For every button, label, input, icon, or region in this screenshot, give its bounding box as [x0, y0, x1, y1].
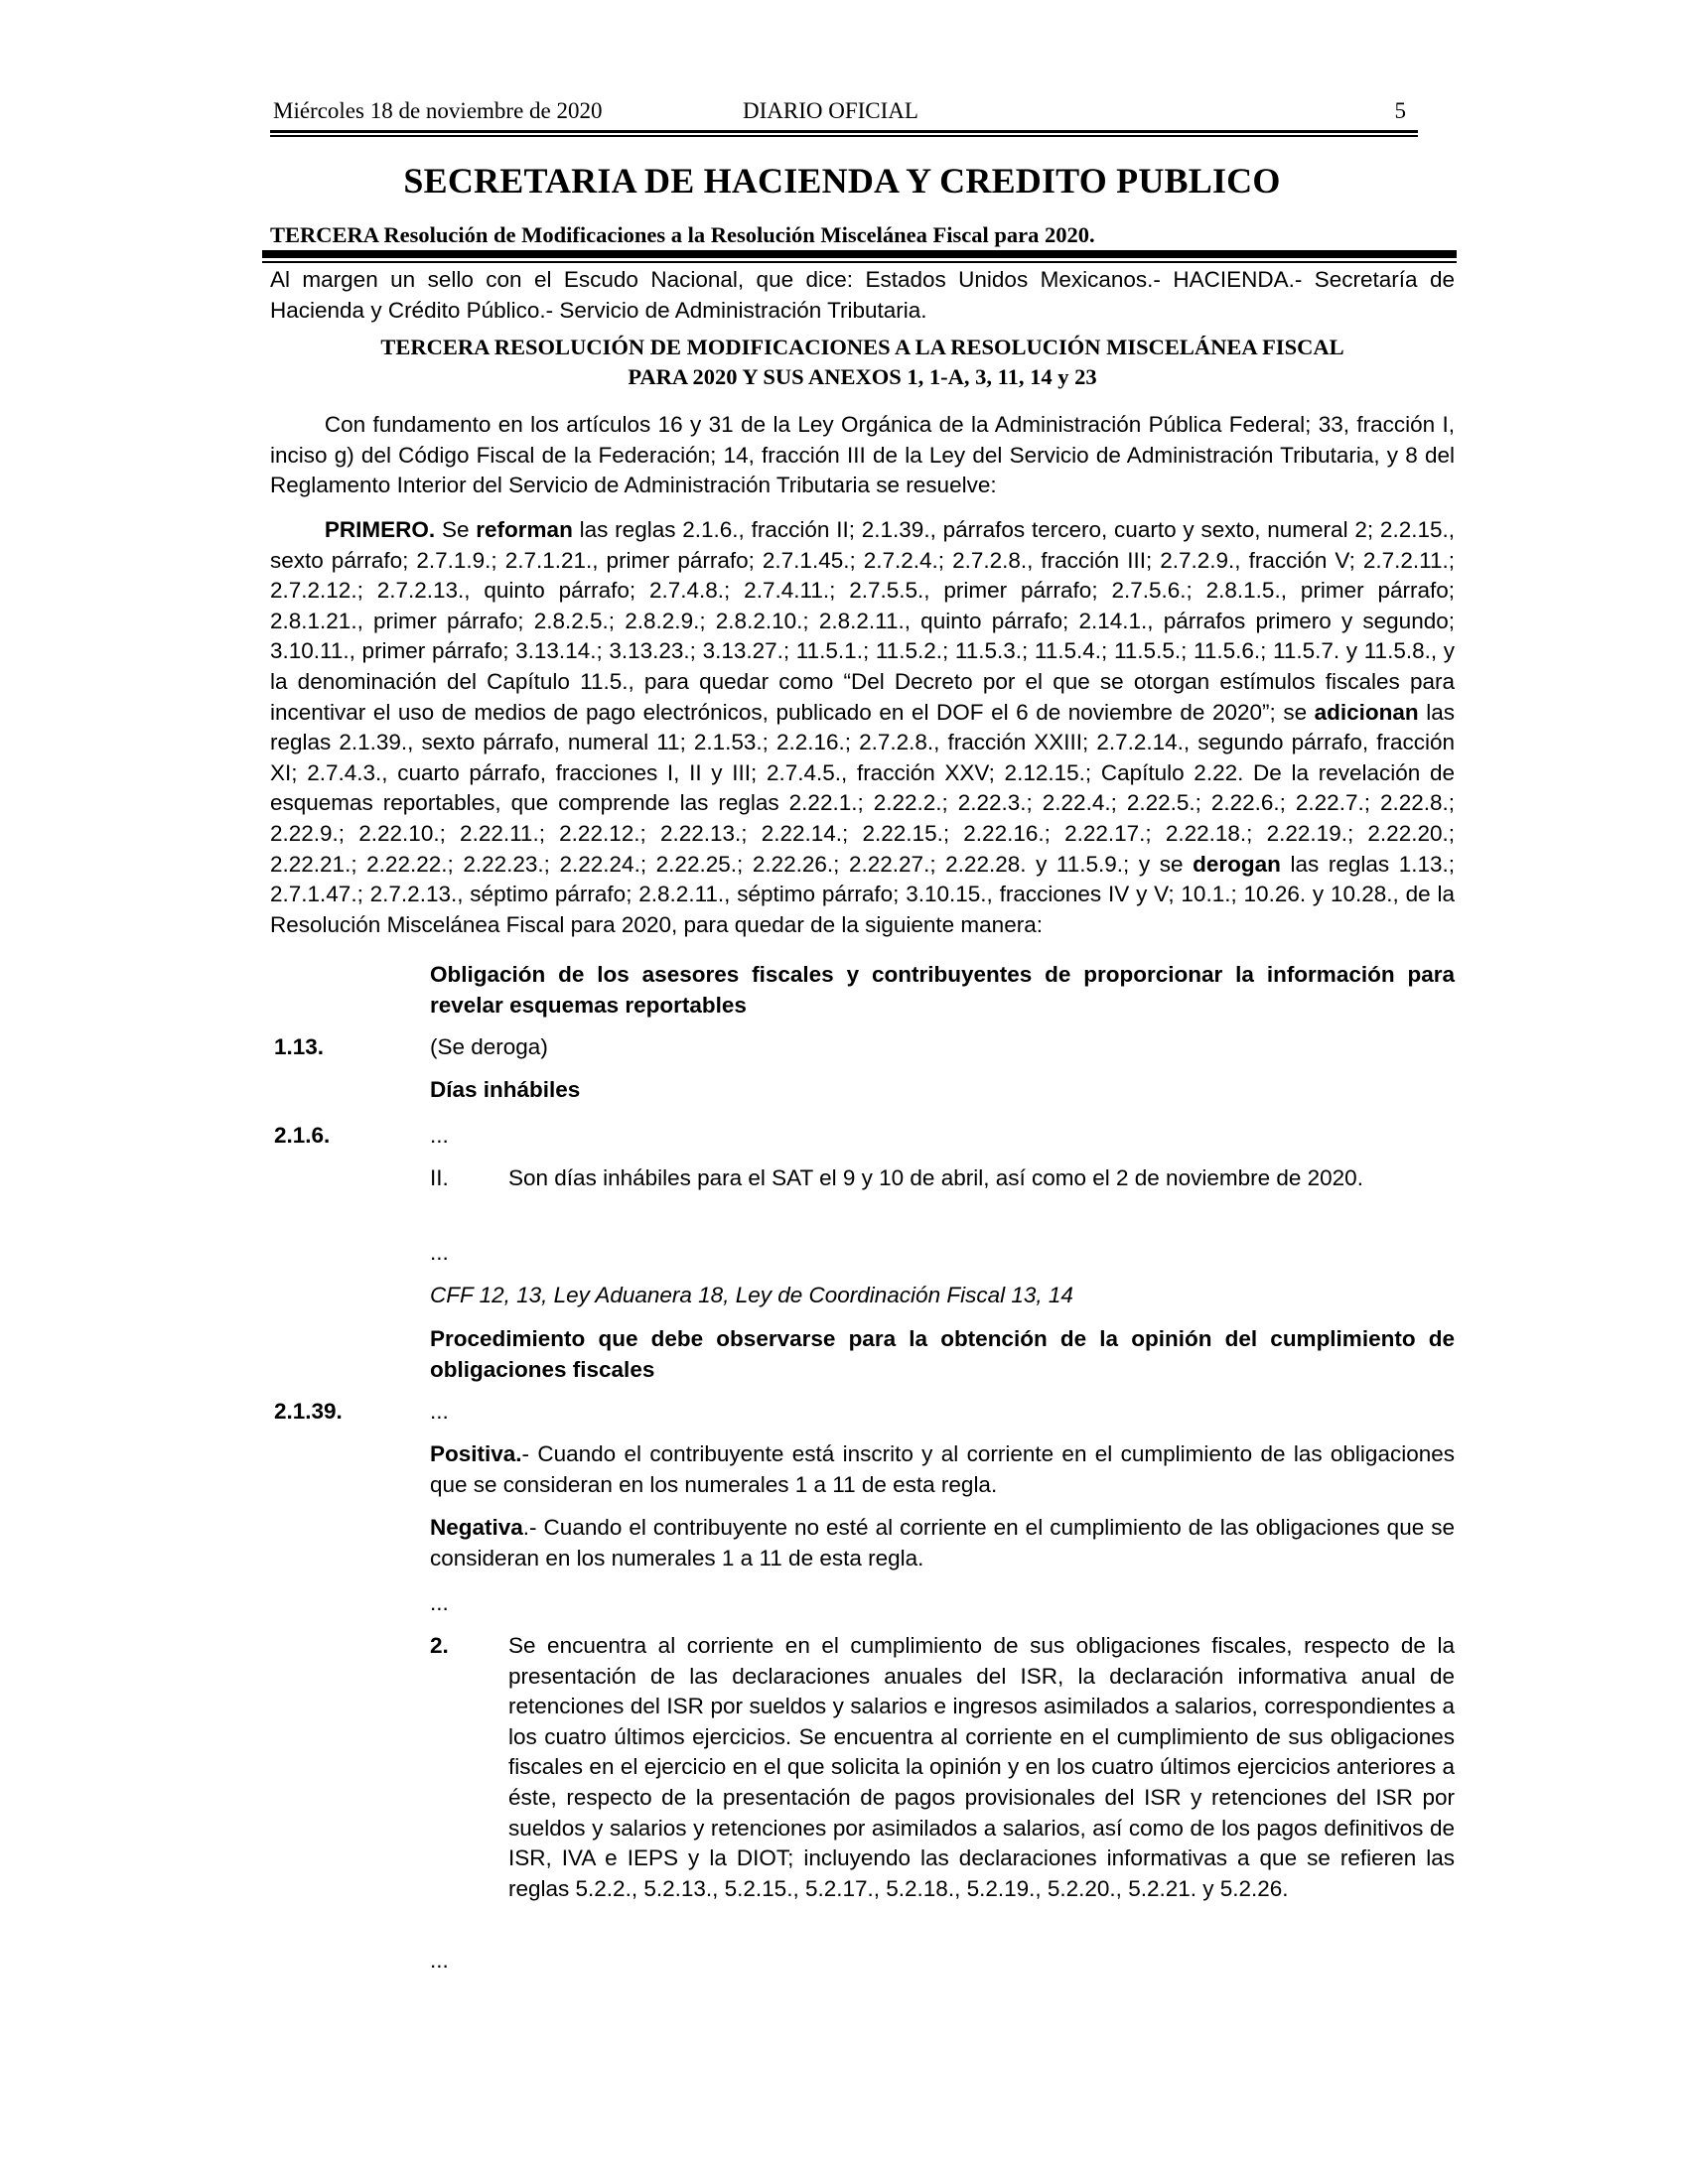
rule-2-1-6-ellipsis: ...: [430, 1123, 449, 1148]
resolution-title-line1: TERCERA RESOLUCIÓN DE MODIFICACIONES A LA RESOLUCIÓN MISCELÁNEA FISCAL: [380, 335, 1344, 359]
page-number: 5: [1394, 98, 1406, 123]
header-rule-thick: [270, 130, 1418, 133]
header-rule-thin: [270, 135, 1418, 137]
numeral-2-marker: 2.: [430, 1633, 449, 1658]
section-rule-thick: [262, 250, 1457, 258]
rule-1-13-number: 1.13.: [274, 1034, 325, 1059]
primero-text-1: Se: [435, 517, 477, 542]
fraction-ii-marker: II.: [430, 1165, 449, 1190]
rule-2-1-39-number: 2.1.39.: [274, 1399, 343, 1424]
rule-2-1-39-heading: Procedimiento que debe observarse para la obtención de la opinión del cumplimiento de obligaciones fiscales: [430, 1326, 1455, 1382]
rule-2-1-6-ellipsis-2: ...: [430, 1240, 449, 1265]
positiva-text: - Cuando el contribuyente está inscrito y al corriente en el cumplimiento de las obligaciones que se consideran en los numerales 1 a 11 de esta regla.: [430, 1441, 1455, 1497]
primero-label: PRIMERO.: [324, 517, 436, 542]
rule-1-13-text: (Se deroga): [430, 1034, 548, 1059]
rule-1-13-heading: Obligación de los asesores fiscales y contribuyentes de proporcionar la información para revelar esquemas reportables: [430, 962, 1455, 1018]
negativa-paragraph: [430, 1513, 1455, 1573]
rule-2-1-6-number: 2.1.6.: [274, 1123, 331, 1148]
department-title: SECRETARIA DE HACIENDA Y CREDITO PUBLICO: [403, 161, 1281, 201]
running-header: [270, 97, 1418, 129]
rule-2-1-6-heading: Días inhábiles: [430, 1077, 581, 1102]
positiva-label: Positiva.: [430, 1441, 522, 1466]
seal-note: Al margen un sello con el Escudo Nacional, que dice: Estados Unidos Mexicanos.- HACIENDA.- Secretaría de Hacienda y Crédito Público.- Servicio de Administración Tributaria.: [270, 267, 1455, 323]
primero-text-4: las reglas 1.13.; 2.7.1.47.; 2.7.2.13., séptimo párrafo; 2.8.2.11., séptimo párrafo; 3.10.15., fracciones IV y V; 10.1.; 10.26. y 10.28., de la Resolución Miscelánea Fiscal para 2020, para quedar de la siguiente manera:: [270, 851, 1455, 937]
section-rule-thin: [262, 261, 1457, 263]
numeral-2-text: Se encuentra al corriente en el cumplimiento de sus obligaciones fiscales, respecto de la presentación de las declaraciones anuales del ISR, la declaración informativa anual de retenciones del ISR por sueldos y salarios e ingresos asimilados a salarios, correspondientes a los cuatro últimos ejercicios. Se encuentra al corriente en el cumplimiento de sus obligaciones fiscales en el ejercicio en el que solicita la opinión y en los cuatro últimos ejercicios anteriores a éste, respecto de la presentación de pagos provisionales del ISR y retenciones del ISR por sueldos y salarios y retenciones por asimilados a salarios, así como de los pagos definitivos de ISR, IVA e IEPS y la DIOT; incluyendo las declaraciones informativas a que se refieren las reglas 5.2.2., 5.2.13., 5.2.15., 5.2.17., 5.2.18., 5.2.19., 5.2.20., 5.2.21. y 5.2.26.: [508, 1633, 1455, 1901]
issue-date: Miércoles 18 de noviembre de 2020: [273, 98, 603, 123]
positiva-paragraph: [430, 1439, 1455, 1500]
primero-paragraph: [270, 515, 1455, 940]
negativa-text: .- Cuando el contribuyente no esté al corriente en el cumplimiento de las obligaciones que se consideran en los numerales 1 a 11 de esta regla.: [430, 1515, 1455, 1570]
keyword-adicionan: adicionan: [1314, 699, 1419, 725]
primero-text-2: las reglas 2.1.6., fracción II; 2.1.39., párrafos tercero, cuarto y sexto, numeral 2; 2.2.15., sexto párrafo; 2.7.1.9.; 2.7.1.21., primer párrafo; 2.7.1.45.; 2.7.2.4.; 2.7.2.8., fracción III; 2.7.2.9., fracción V; 2.7.2.11.; 2.7.2.12.; 2.7.2.13., quinto párrafo; 2.7.4.8.; 2.7.4.11.; 2.7.5.5., primer párrafo; 2.7.5.6.; 2.8.1.5., primer párrafo; 2.8.1.21., primer párrafo; 2.8.2.5.; 2.8.2.9.; 2.8.2.10.; 2.8.2.11., quinto párrafo; 2.14.1., párrafos primero y segundo; 3.10.11., primer párrafo; 3.13.14.; 3.13.23.; 3.13.27.; 11.5.1.; 11.5.2.; 11.5.3.; 11.5.4.; 11.5.5.; 11.5.6.; 11.5.7. y 11.5.8., y la denominación del Capítulo 11.5., para quedar como “Del Decreto por el que se otorgan estímulos fiscales para incentivar el uso de medios de pago electrónicos, publicado en el DOF el 6 de noviembre de 2020”; se: [270, 517, 1455, 725]
document-subtitle: TERCERA Resolución de Modificaciones a la Resolución Miscelánea Fiscal para 2020.: [270, 222, 1095, 247]
publication-name: DIARIO OFICIAL: [743, 98, 918, 123]
legal-basis-paragraph: Con fundamento en los artículos 16 y 31 de la Ley Orgánica de la Administración Pública Federal; 33, fracción I, inciso g) del Código Fiscal de la Federación; 14, fracción III de la Ley del Servicio de Administración Tributaria, y 8 del Reglamento Interior del Servicio de Administración Tributaria se resuelve:: [270, 412, 1455, 498]
resolution-title: [270, 333, 1455, 392]
negativa-label: Negativa: [430, 1515, 523, 1540]
rule-2-1-39-ellipsis-2: ...: [430, 1590, 449, 1615]
primero-text-3: las reglas 2.1.39., sexto párrafo, numeral 11; 2.1.53.; 2.2.16.; 2.7.2.8., fracción XXIII; 2.7.2.14., segundo párrafo, fracción XI; 2.7.4.3., cuarto párrafo, fracciones I, II y III; 2.7.4.5., fracción XXV; 2.12.15.; Capítulo 2.22. De la revelación de esquemas reportables, que comprende las reglas 2.22.1.; 2.22.2.; 2.22.3.; 2.22.4.; 2.22.5.; 2.22.6.; 2.22.7.; 2.22.8.; 2.22.9.; 2.22.10.; 2.22.11.; 2.22.12.; 2.22.13.; 2.22.14.; 2.22.15.; 2.22.16.; 2.22.17.; 2.22.18.; 2.22.19.; 2.22.20.; 2.22.21.; 2.22.22.; 2.22.23.; 2.22.24.; 2.22.25.; 2.22.26.; 2.22.27.; 2.22.28. y 11.5.9.; y se: [270, 699, 1456, 877]
resolution-title-line2: PARA 2020 Y SUS ANEXOS 1, 1-A, 3, 11, 14 y 23: [628, 364, 1097, 389]
keyword-derogan: derogan: [1193, 851, 1281, 877]
rule-2-1-6-references: CFF 12, 13, Ley Aduanera 18, Ley de Coordinación Fiscal 13, 14: [430, 1283, 1073, 1307]
keyword-reforman: reforman: [476, 517, 573, 542]
rule-2-1-39-ellipsis-3: ...: [430, 1948, 449, 1973]
fraction-ii-text: Son días inhábiles para el SAT el 9 y 10 de abril, así como el 2 de noviembre de 2020.: [508, 1165, 1363, 1190]
rule-2-1-39-ellipsis: ...: [430, 1399, 449, 1424]
